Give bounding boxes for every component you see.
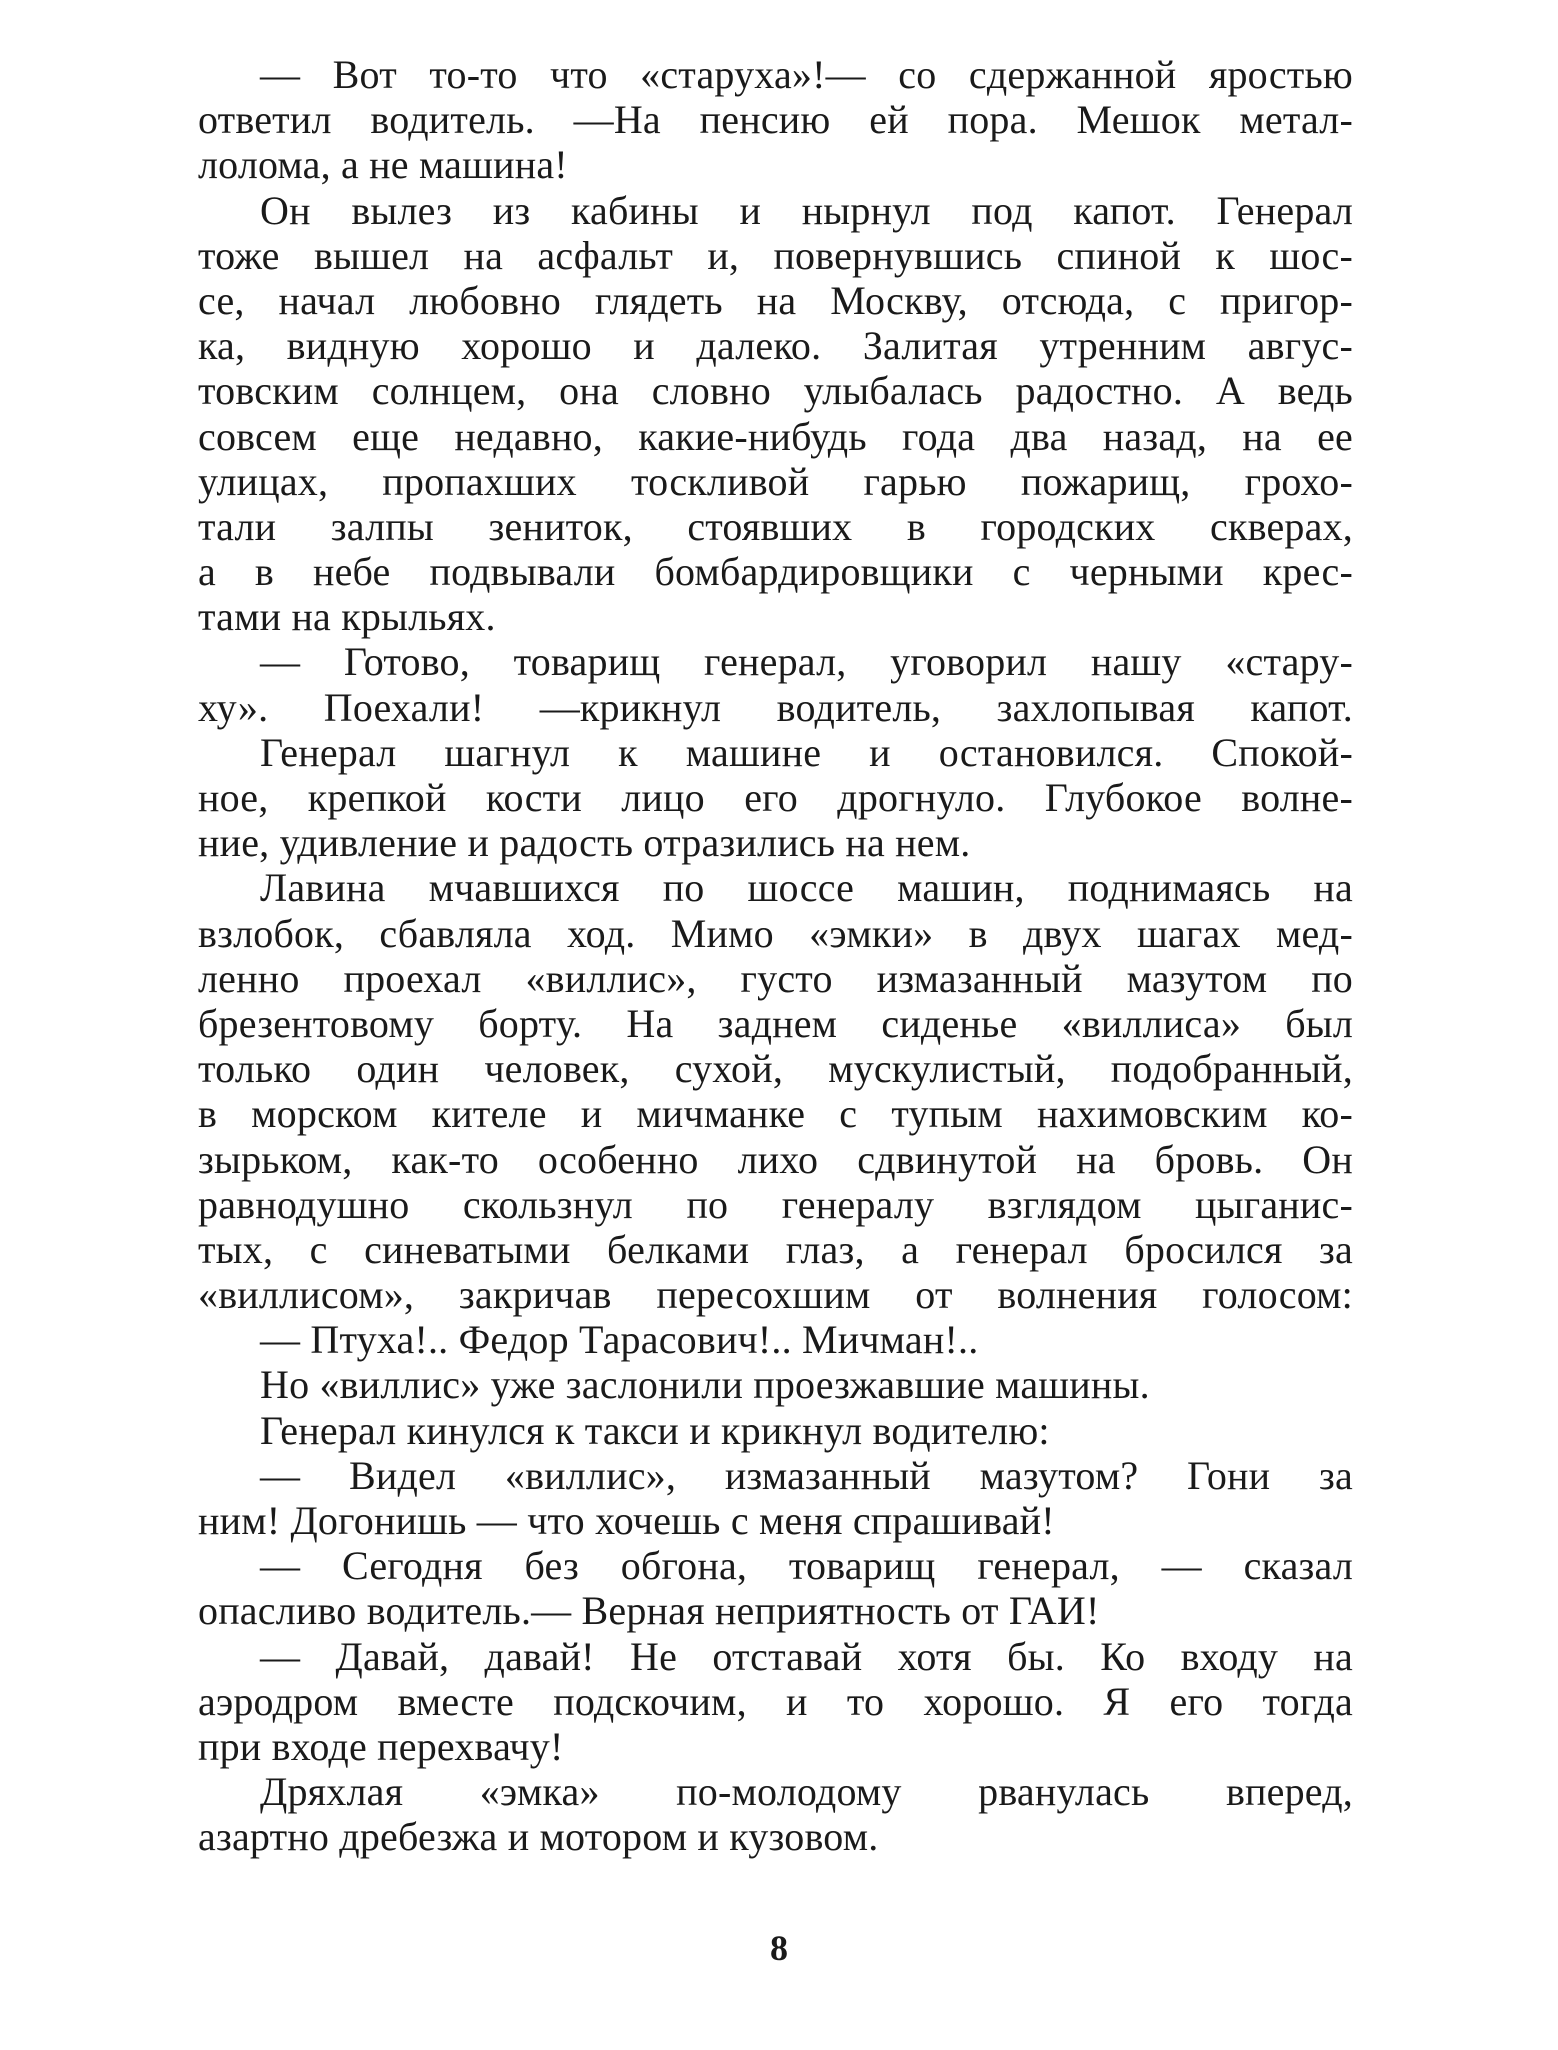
text-line: ное, крепкой кости лицо его дрогнуло. Глубокое волне- (198, 775, 1353, 820)
text-line: равнодушно скользнул по генералу взглядом цыганис- (198, 1181, 1353, 1227)
text-line: брезентовому борту. На заднем сиденье «виллиса» был (198, 1000, 1353, 1046)
page-body (198, 52, 1353, 1860)
text-line: се, начал любовно глядеть на Москву, отсюда, с пригор- (198, 277, 1353, 323)
text-line: — Сегодня без обгона, товарищ генерал, — сказал (260, 1543, 1353, 1589)
text-line: тых, с синеватыми белками глаз, а генерал бросился за (198, 1226, 1353, 1272)
text-line: — Готово, товарищ генерал, уговорил нашу «стару- (260, 639, 1353, 685)
text-line: совсем еще недавно, какие-нибудь года два назад, на ее (198, 413, 1353, 459)
text-line: Генерал кинулся к такси и крикнул водителю: (260, 1407, 1050, 1453)
text-line: Но «виллис» уже заслонили проезжавшие машины. (260, 1362, 1150, 1408)
text-line: ка, видную хорошо и далеко. Залитая утренним авгус- (198, 323, 1353, 369)
text-line: тали залпы зениток, стоявших в городских скверах, (198, 503, 1353, 549)
text-line: при входе перехвачу! (198, 1723, 564, 1769)
text-line: а в небе подвывали бомбардировщики с черными крес- (198, 549, 1353, 595)
text-line: Дряхлая «эмка» по-молодому рванулась вперед, (260, 1769, 1353, 1815)
text-line: ху». Поехали! —крикнул водитель, захлопывая капот. (198, 684, 1353, 730)
text-line: в морском кителе и мичманке с тупым нахимовским ко- (198, 1091, 1353, 1137)
text-line: тоже вышел на асфальт и, повернувшись спиной к шос- (198, 232, 1353, 278)
text-line: товским солнцем, она словно улыбалась радостно. А ведь (198, 368, 1353, 414)
text-line: — Птуха!.. Федор Тарасович!.. Мичман!.. (260, 1317, 979, 1363)
text-line: улицах, пропахших тоскливой гарью пожарищ, грохо- (198, 458, 1353, 504)
text-line: взлобок, сбавляла ход. Мимо «эмки» в двух шагах мед- (198, 910, 1353, 956)
page-number: 8 (770, 1928, 788, 1968)
text-line: аэродром вместе подскочим, и то хорошо. Я его тогда (198, 1678, 1353, 1724)
text-line: Он вылез из кабины и нырнул под капот. Генерал (260, 187, 1353, 233)
text-line: ние, удивление и радость отразились на нем. (198, 820, 971, 866)
text-line: «виллисом», закричав пересохшим от волнения голосом: (198, 1272, 1353, 1318)
text-line: ленно проехал «виллис», густо измазанный мазутом по (198, 955, 1353, 1001)
text-line: Лавина мчавшихся по шоссе машин, поднимаясь на (260, 865, 1353, 911)
text-line: — Вот то-то что «старуха»!— со сдержанной яростью (260, 52, 1353, 97)
text-line: Генерал шагнул к машине и остановился. Спокой- (260, 729, 1353, 775)
text-line: лолома, а не машина! (198, 142, 568, 188)
text-line: ним! Догонишь — что хочешь с меня спрашивай! (198, 1498, 1055, 1543)
text-line: опасливо водитель.— Верная неприятность от ГАИ! (198, 1588, 1100, 1634)
text-line: азартно дребезжа и мотором и кузовом. (198, 1814, 879, 1860)
text-line: — Видел «виллис», измазанный мазутом? Гони за (260, 1452, 1353, 1498)
text-line: зырьком, как-то особенно лихо сдвинутой на бровь. Он (198, 1136, 1353, 1182)
text-line: только один человек, сухой, мускулистый, подобранный, (198, 1046, 1353, 1092)
text-line: ответил водитель. —На пенсию ей пора. Мешок метал- (198, 97, 1353, 143)
text-line: тами на крыльях. (198, 594, 496, 640)
text-line: — Давай, давай! Не отставай хотя бы. Ко входу на (260, 1633, 1353, 1679)
